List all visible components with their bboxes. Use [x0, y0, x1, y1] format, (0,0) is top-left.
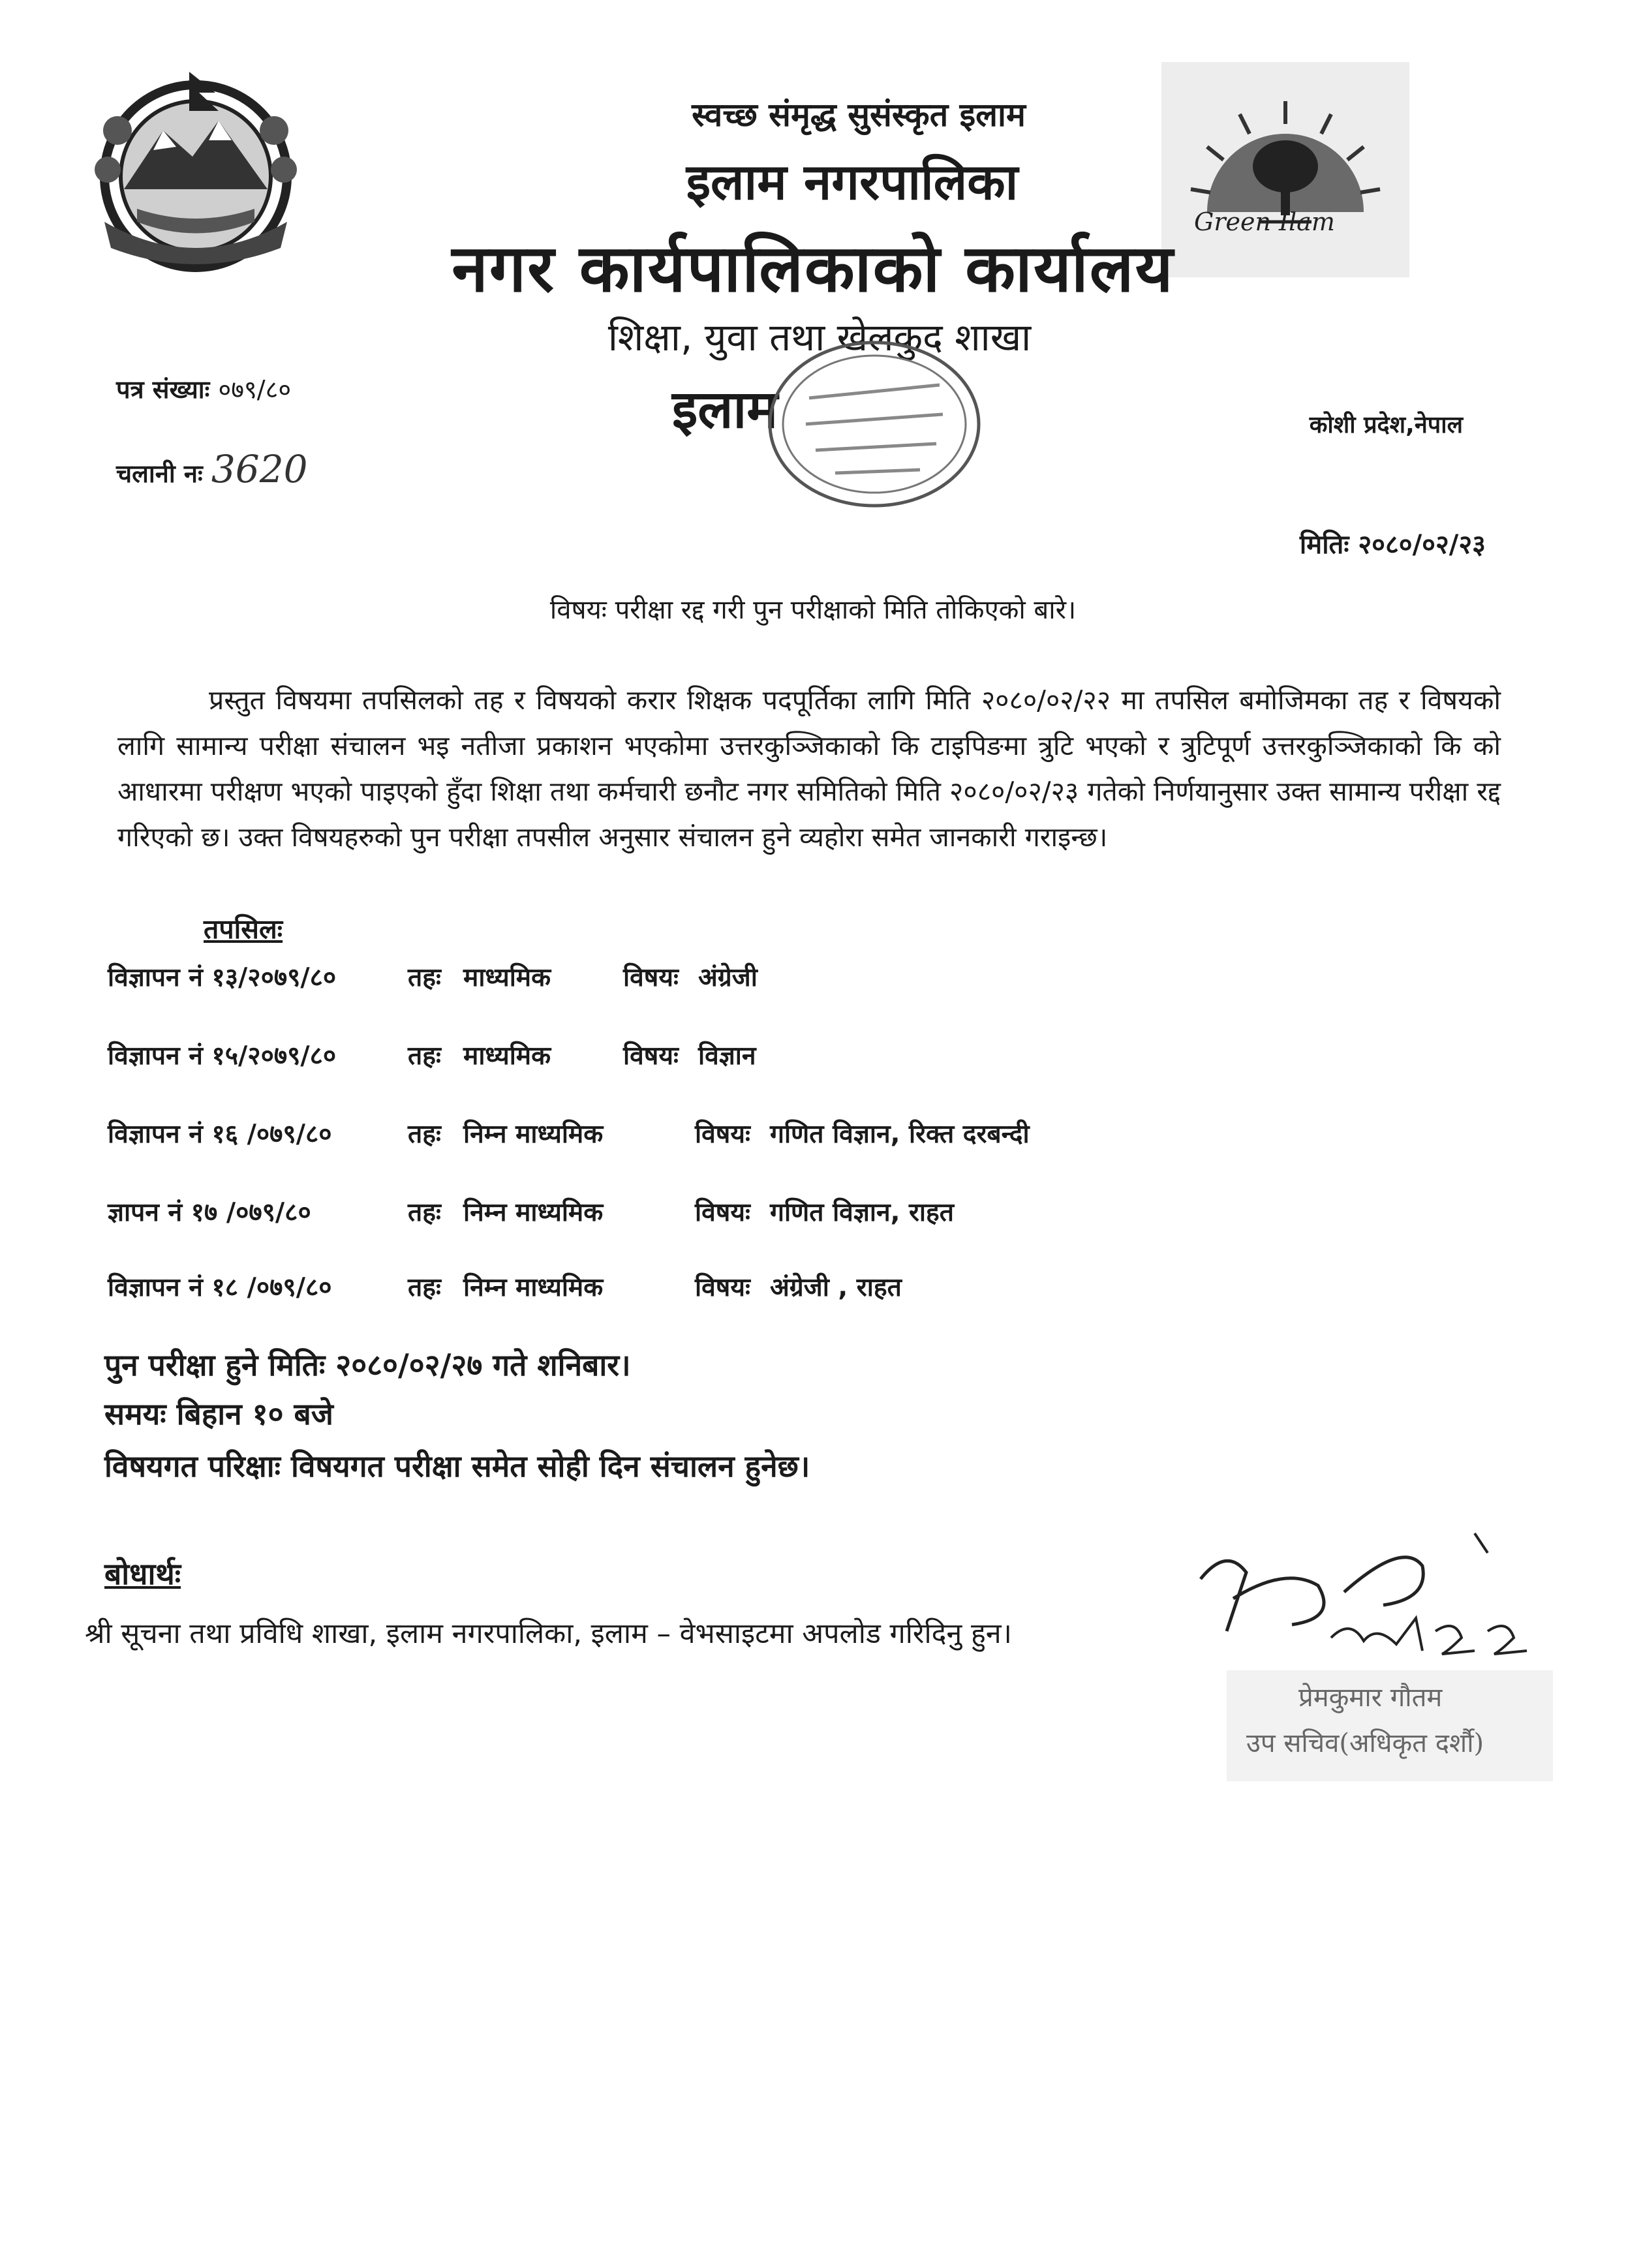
ad-number: विज्ञापन नं १६ /०७९/८० [108, 1120, 332, 1149]
level-value: माध्यमिक [463, 963, 551, 992]
office-name: नगर कार्यपालिकाको कार्यालय [452, 230, 1174, 307]
slogan: स्वच्छ संमृद्ध सुसंस्कृत इलाम [692, 96, 1026, 134]
level-label: तहः [408, 963, 441, 992]
reexam-date: पुन परीक्षा हुने मितिः २०८०/०२/२७ गते शनिबार। [104, 1347, 631, 1383]
ad-number: विज्ञापन नं १५/२०७९/८० [108, 1041, 337, 1071]
subject-label: विषयः [695, 1273, 750, 1302]
level-value: निम्न माध्यमिक [463, 1120, 604, 1149]
cc-heading: बोधार्थः [104, 1556, 181, 1591]
dispatch-number-label: चलानी नः [116, 459, 203, 488]
subject-label: विषयः [623, 963, 679, 992]
letter-number [116, 372, 291, 406]
municipality-name: इलाम नगरपालिका [686, 153, 1019, 211]
level-value: माध्यमिक [463, 1041, 551, 1071]
green-ilam-text: Green Ilam [1194, 207, 1335, 236]
level-label: तहः [408, 1273, 441, 1302]
subject-value: गणित विज्ञान, रिक्त दरबन्दी [770, 1120, 1030, 1149]
level-value: निम्न माध्यमिक [463, 1198, 604, 1227]
letter-number-label: पत्र संख्याः [116, 375, 210, 404]
ad-number: विज्ञापन नं १८ /०७९/८० [108, 1273, 332, 1302]
level-label: तहः [408, 1120, 441, 1149]
subject-label: विषयः [695, 1198, 750, 1227]
dispatch-number [116, 447, 308, 491]
subjective-exam-note: विषयगत परिक्षाः विषयगत परीक्षा समेत सोही दिन संचालन हुनेछ। [104, 1448, 810, 1484]
level-label: तहः [408, 1041, 441, 1071]
office-stamp-icon [757, 326, 992, 522]
level-value: निम्न माध्यमिक [463, 1273, 604, 1302]
tapsil-heading: तपसिलः [204, 913, 283, 945]
ad-number: विज्ञापन नं १३/२०७९/८० [108, 963, 337, 992]
level-label: तहः [408, 1198, 441, 1227]
cc-line: श्री सूचना तथा प्रविधि शाखा, इलाम नगरपालिका, इलाम – वेभसाइटमा अपलोड गरिदिनु हुन। [85, 1617, 1012, 1650]
letter-number-value: ०७९/८० [218, 375, 292, 404]
branch-name: शिक्षा, युवा तथा खेलकुद शाखा [607, 315, 1032, 360]
signatory-name: प्रेमकुमार गौतम [1298, 1683, 1443, 1713]
dispatch-number-value: 3620 [211, 447, 308, 491]
signature-icon [1188, 1527, 1566, 1670]
body-paragraph: प्रस्तुत विषयमा तपसिलको तह र विषयको करार शिक्षक पदपूर्तिका लागि मिति २०८०/०२/२२ मा तपसिल बमोजिमका तह र विषयको लागि सामान्य परीक्षा संचालन भइ नतीजा प्रकाशन भएकोमा उत्तरकुञ्जिकाको कि टाइपिङमा त्रुटि भएको र त्रुटिपूर्ण उत्तरकुञ्जिकाको कि को आधारमा परीक्षण भएको पाइएको हुँदा शिक्षा तथा कर्मचारी छनौट नगर समितिको मिति २०८०/०२/२३ गतेको निर्णयानुसार उक्त सामान्य परीक्षा रद्द गरिएको छ। उक्त विषयहरुको पुन परीक्षा तपसील अनुसार संचालन हुने व्यहोरा समेत जानकारी गराइन्छ। [117, 684, 1501, 853]
subject-value: विज्ञान [698, 1041, 756, 1071]
subject-label: विषयः [623, 1041, 679, 1071]
ad-number: ज्ञापन नं १७ /०७९/८० [108, 1198, 311, 1227]
subject-value: अंग्रेजी [698, 963, 758, 992]
city-name: इलाम [672, 379, 778, 440]
subject-value: गणित विज्ञान, राहत [770, 1198, 954, 1227]
letter-date: मितिः २०८०/०२/२३ [1299, 530, 1486, 560]
subject-label: विषयः [695, 1120, 750, 1149]
exam-time: समयः बिहान १० बजे [104, 1396, 333, 1432]
letter-subject: विषयः परीक्षा रद्द गरी पुन परीक्षाको मिति तोकिएको बारे। [549, 595, 1077, 625]
subject-value: अंग्रेजी , राहत [770, 1273, 902, 1302]
province-label: कोशी प्रदेश,नेपाल [1309, 412, 1463, 438]
signatory-title: उप सचिव(अधिकृत दर्शौ) [1246, 1728, 1484, 1758]
